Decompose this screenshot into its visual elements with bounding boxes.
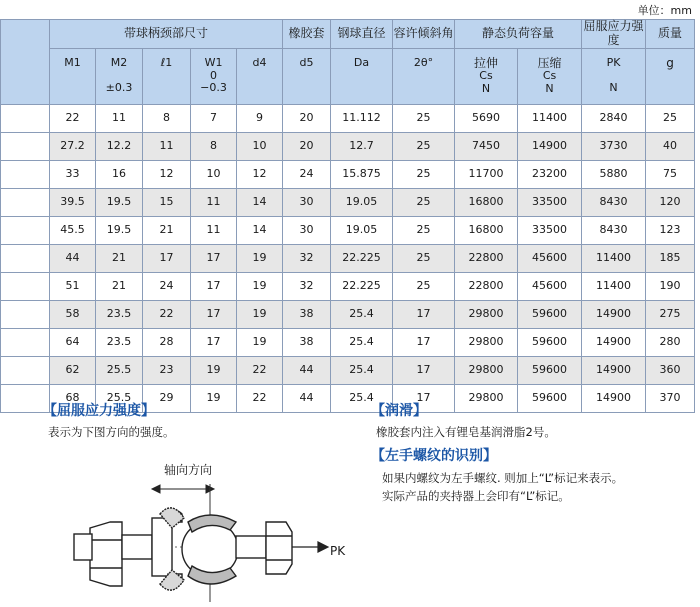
cell-m1: 33 (50, 160, 96, 188)
left-stud (74, 534, 92, 560)
cell-d4: 22 (237, 384, 283, 412)
cell-d4: 19 (237, 244, 283, 272)
subheader-pk (582, 48, 646, 104)
cell-mass: 40 (646, 132, 695, 160)
cell-d5: 44 (283, 356, 331, 384)
cell-da: 25.4 (331, 356, 393, 384)
header-mass: 质量 (646, 20, 695, 49)
cell-d4: 19 (237, 300, 283, 328)
unit-label: 单位：mm (637, 4, 692, 17)
da-symbol: Da (353, 56, 370, 70)
subheader-angle (393, 48, 455, 104)
cell-l1: 29 (143, 384, 191, 412)
cell-d5: 30 (283, 216, 331, 244)
cell-compression: 45600 (518, 244, 582, 272)
cell-compression: 14900 (518, 132, 582, 160)
cell-da: 25.4 (331, 328, 393, 356)
l1-symbol: ℓ1 (160, 56, 173, 70)
cell-d5: 32 (283, 244, 331, 272)
cell-d5: 32 (283, 272, 331, 300)
pk-symbol: PK (606, 56, 621, 70)
header-tilt: 容许倾斜角 (393, 20, 455, 49)
table-row (1, 132, 695, 160)
cell-da: 12.7 (331, 132, 393, 160)
cell-m2: 21 (96, 244, 143, 272)
cell-mass: 120 (646, 188, 695, 216)
cell-m1: 44 (50, 244, 96, 272)
cell-tension: 29800 (455, 384, 518, 412)
cell-l1: 11 (143, 132, 191, 160)
cell-m1: 45.5 (50, 216, 96, 244)
header-ball: 钢球直径 (331, 20, 393, 49)
cell-tension: 29800 (455, 300, 518, 328)
subheader-d5 (283, 48, 331, 104)
table-row (1, 104, 695, 132)
cell-tension: 22800 (455, 244, 518, 272)
cell-w1: 17 (191, 300, 237, 328)
cell-pk: 14900 (582, 384, 646, 412)
cell-mass: 190 (646, 272, 695, 300)
cell-w1: 11 (191, 216, 237, 244)
cell-compression: 33500 (518, 216, 582, 244)
row-blank-cell (1, 216, 50, 244)
cell-w1: 17 (191, 328, 237, 356)
cell-tension: 22800 (455, 272, 518, 300)
cell-da: 22.225 (331, 244, 393, 272)
row-blank-cell (1, 272, 50, 300)
header-yield: 屈服应力强度 (583, 19, 644, 47)
cell-d5: 20 (283, 132, 331, 160)
header-bushing: 橡胶套 (283, 20, 331, 49)
cell-da: 25.4 (331, 300, 393, 328)
subheader-mass (646, 48, 695, 104)
cell-d4: 22 (237, 356, 283, 384)
cell-mass: 75 (646, 160, 695, 188)
header-static-load: 静态负荷容量 (455, 20, 582, 49)
row-blank-cell (1, 132, 50, 160)
cell-m1: 51 (50, 272, 96, 300)
cell-d5: 38 (283, 328, 331, 356)
w1-tolerance-top: 0 (210, 68, 217, 82)
cell-angle: 25 (393, 104, 455, 132)
cell-compression: 59600 (518, 328, 582, 356)
cell-mass: 185 (646, 244, 695, 272)
cell-d4: 14 (237, 216, 283, 244)
cell-l1: 23 (143, 356, 191, 384)
cell-angle: 25 (393, 216, 455, 244)
cell-d5: 24 (283, 160, 331, 188)
cell-m2: 21 (96, 272, 143, 300)
cell-pk: 14900 (582, 356, 646, 384)
cell-pk: 3730 (582, 132, 646, 160)
cell-d5: 38 (283, 300, 331, 328)
hex-nut-icon (90, 522, 122, 586)
row-blank-cell (1, 300, 50, 328)
cell-m2: 25.5 (96, 356, 143, 384)
cell-compression: 59600 (518, 300, 582, 328)
force-arrow (292, 542, 328, 552)
cell-w1: 11 (191, 188, 237, 216)
cell-m1: 39.5 (50, 188, 96, 216)
tension-symbol: Cs (479, 69, 493, 83)
header-neck: 带球柄颈部尺寸 (50, 20, 283, 49)
cell-tension: 29800 (455, 356, 518, 384)
lube-section-text: 橡胶套内注入有锂皂基润滑脂2号。 (376, 425, 556, 439)
subheader-compression (518, 48, 582, 104)
cell-pk: 5880 (582, 160, 646, 188)
lefthand-section-title: 【左手螺纹的识别】 (371, 448, 497, 464)
cell-m2: 19.5 (96, 216, 143, 244)
w1-tolerance-bottom: −0.3 (200, 81, 227, 95)
cell-l1: 28 (143, 328, 191, 356)
table-row (1, 300, 695, 328)
table-row (1, 272, 695, 300)
row-blank-cell (1, 160, 50, 188)
cell-d5: 44 (283, 384, 331, 412)
cell-tension: 16800 (455, 216, 518, 244)
cell-w1: 8 (191, 132, 237, 160)
right-hex-icon (236, 522, 292, 574)
shank (122, 535, 152, 559)
cell-m2: 11 (96, 104, 143, 132)
m2-tolerance: ±0.3 (105, 81, 133, 95)
cell-angle: 17 (393, 384, 455, 412)
compression-symbol: Cs (542, 69, 557, 83)
cell-da: 19.05 (331, 216, 393, 244)
cell-mass: 370 (646, 384, 695, 412)
cell-tension: 11700 (455, 160, 518, 188)
cell-pk: 8430 (582, 188, 646, 216)
table-row (1, 188, 695, 216)
cell-l1: 8 (143, 104, 191, 132)
cell-tension: 7450 (455, 132, 518, 160)
lube-section-title: 【润滑】 (371, 403, 427, 419)
cell-pk: 14900 (582, 328, 646, 356)
cell-angle: 25 (393, 160, 455, 188)
cell-da: 22.225 (331, 272, 393, 300)
row-blank-cell (1, 104, 50, 132)
subheader-l1 (143, 48, 191, 104)
cell-tension: 16800 (455, 188, 518, 216)
axis-direction-label: 轴向方向 (164, 463, 213, 477)
d5-symbol: d5 (299, 56, 314, 70)
cell-m1: 64 (50, 328, 96, 356)
force-label: PK (330, 544, 346, 558)
cell-da: 19.05 (331, 188, 393, 216)
cell-d4: 19 (237, 272, 283, 300)
cell-l1: 12 (143, 160, 191, 188)
cell-pk: 2840 (582, 104, 646, 132)
cell-l1: 15 (143, 188, 191, 216)
cell-w1: 17 (191, 244, 237, 272)
cell-mass: 25 (646, 104, 695, 132)
cell-l1: 17 (143, 244, 191, 272)
table-row (1, 328, 695, 356)
cell-compression: 59600 (518, 356, 582, 384)
cell-pk: 8430 (582, 216, 646, 244)
mass-unit: g (666, 55, 674, 70)
cell-m1: 58 (50, 300, 96, 328)
spec-table (0, 19, 695, 413)
cell-d4: 10 (237, 132, 283, 160)
subheader-w1 (191, 48, 237, 104)
cell-angle: 25 (393, 188, 455, 216)
angle-symbol: 2θ° (413, 56, 434, 70)
cell-da: 15.875 (331, 160, 393, 188)
cell-d4: 9 (237, 104, 283, 132)
cell-mass: 280 (646, 328, 695, 356)
row-blank-cell (1, 356, 50, 384)
cell-l1: 21 (143, 216, 191, 244)
spec-table-body (1, 104, 695, 412)
cell-m2: 16 (96, 160, 143, 188)
cell-mass: 275 (646, 300, 695, 328)
cell-compression: 33500 (518, 188, 582, 216)
cell-d4: 12 (237, 160, 283, 188)
cell-angle: 25 (393, 272, 455, 300)
table-row (1, 216, 695, 244)
cell-w1: 7 (191, 104, 237, 132)
m2-symbol: M2 (110, 56, 128, 70)
lefthand-section-text2: 实际产品的夹持器上会印有“L”标记。 (382, 489, 570, 503)
table-row (1, 160, 695, 188)
cell-pk: 11400 (582, 272, 646, 300)
cell-tension: 29800 (455, 328, 518, 356)
compression-label: 压缩 (537, 55, 562, 70)
table-row (1, 244, 695, 272)
row-blank-cell (1, 188, 50, 216)
row-blank-cell (1, 244, 50, 272)
cell-m2: 12.2 (96, 132, 143, 160)
cell-tension: 5690 (455, 104, 518, 132)
cell-d5: 30 (283, 188, 331, 216)
cell-m2: 23.5 (96, 328, 143, 356)
table-row (1, 356, 695, 384)
subheader-tension (455, 48, 518, 104)
cell-w1: 10 (191, 160, 237, 188)
cell-da: 25.4 (331, 384, 393, 412)
cell-d4: 14 (237, 188, 283, 216)
cell-angle: 17 (393, 300, 455, 328)
tension-unit: N (481, 81, 491, 95)
ball-socket (152, 508, 238, 590)
cell-m1: 68 (50, 384, 96, 412)
yield-section-text: 表示为下图方向的强度。 (48, 425, 175, 439)
cell-w1: 17 (191, 272, 237, 300)
cell-compression: 23200 (518, 160, 582, 188)
compression-unit: N (545, 81, 554, 95)
cell-w1: 19 (191, 356, 237, 384)
d4-symbol: d4 (252, 56, 267, 70)
cell-angle: 17 (393, 328, 455, 356)
ball-joint-diagram (60, 452, 350, 607)
cell-compression: 11400 (518, 104, 582, 132)
cell-angle: 25 (393, 244, 455, 272)
cell-pk: 11400 (582, 244, 646, 272)
cell-d4: 19 (237, 328, 283, 356)
cell-angle: 25 (393, 132, 455, 160)
cell-mass: 360 (646, 356, 695, 384)
cell-da: 11.112 (331, 104, 393, 132)
cell-angle: 17 (393, 356, 455, 384)
yield-section-title: 【屈服应力强度】 (43, 403, 155, 419)
cell-m1: 27.2 (50, 132, 96, 160)
subheader-m1 (50, 48, 96, 104)
cell-m2: 23.5 (96, 300, 143, 328)
tension-label: 拉伸 (474, 55, 499, 70)
subheader-m2 (96, 48, 143, 104)
corner-cell (1, 20, 50, 105)
cell-m1: 62 (50, 356, 96, 384)
axial-arrow (152, 485, 214, 493)
cell-w1: 19 (191, 384, 237, 412)
subheader-d4 (237, 48, 283, 104)
cell-l1: 22 (143, 300, 191, 328)
row-blank-cell (1, 328, 50, 356)
cell-m1: 22 (50, 104, 96, 132)
w1-symbol: W1 (204, 56, 223, 70)
cell-compression: 59600 (518, 384, 582, 412)
cell-mass: 123 (646, 216, 695, 244)
cell-compression: 45600 (518, 272, 582, 300)
pk-unit: N (609, 81, 618, 95)
cell-pk: 14900 (582, 300, 646, 328)
cell-m2: 25.5 (96, 384, 143, 412)
subheader-da (331, 48, 393, 104)
lefthand-section-text1: 如果内螺纹为左手螺纹. 则加上“L”标记来表示。 (382, 471, 624, 485)
m1-symbol: M1 (64, 56, 81, 70)
cell-d5: 20 (283, 104, 331, 132)
cell-m2: 19.5 (96, 188, 143, 216)
cell-l1: 24 (143, 272, 191, 300)
